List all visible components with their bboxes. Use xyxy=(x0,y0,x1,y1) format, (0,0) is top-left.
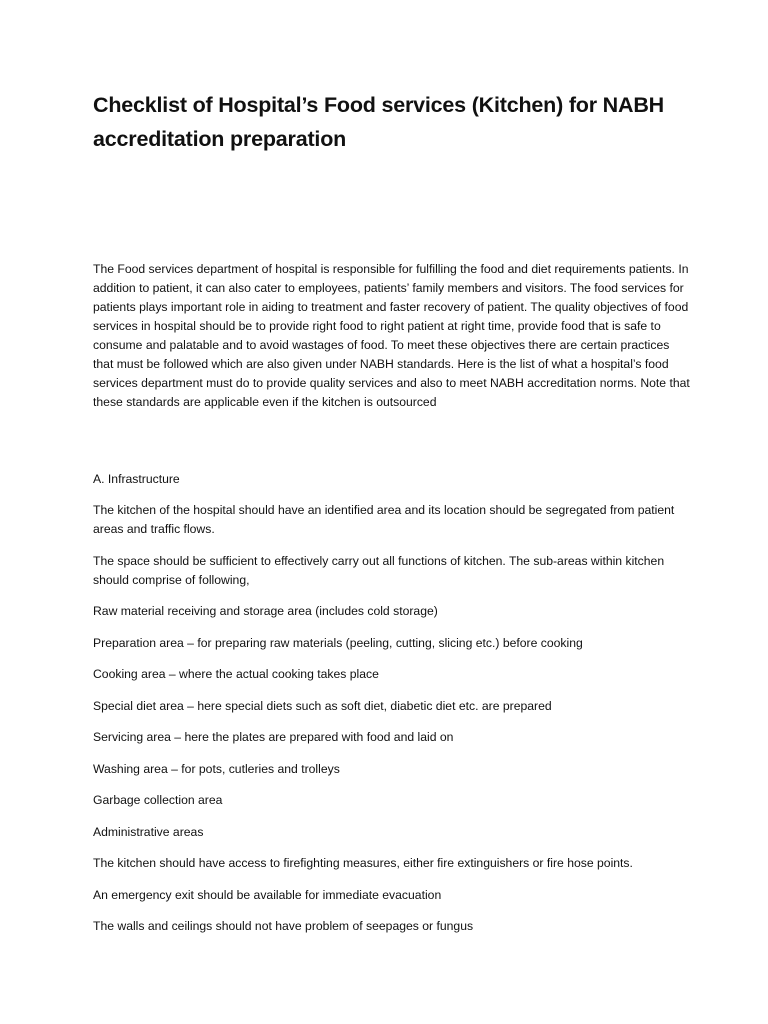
list-item-administrative: Administrative areas xyxy=(93,824,204,839)
list-item-garbage: Garbage collection area xyxy=(93,793,223,807)
list-item-special-diet: Special diet area – here special diets such as soft diet, diabetic diet etc. are prepared xyxy=(93,698,552,713)
list-item-washing: Washing area – for pots, cutleries and trolleys xyxy=(93,761,340,776)
paragraph-walls-ceilings: The walls and ceilings should not have problem of seepages or fungus xyxy=(93,919,474,933)
section-heading: A. Infrastructure xyxy=(93,472,180,486)
list-item-raw-material: Raw material receiving and storage area (includes cold storage) xyxy=(93,604,438,618)
paragraph-firefighting: The kitchen should have access to firefighting measures, either fire extinguishers or fire hose points. xyxy=(93,856,633,870)
list-item-cooking: Cooking area – where the actual cooking takes place xyxy=(93,667,379,681)
paragraph-emergency-exit: An emergency exit should be available for immediate evacuation xyxy=(93,887,442,902)
intro-paragraph: The Food services department of hospital is responsible for fulfilling the food and diet requirements patients. In addition to patient, it can also cater to employees, patients’ family members and visitors. The food services for patients plays important role in aiding to treatment and faster recovery of patient. The quality objectives of food services in hospital should be to provide right food to right patient at right time, provide food that is safe to consume and palatable and to avoid wastages of food. To meet these objectives there are certain practices that must be followed which are also given under NABH standards. Here is the list of what a hospital’s food services department must do to provide quality services and also to meet NABH accreditation norms. Note that these standards are applicable even if the kitchen is outsourced xyxy=(93,262,690,409)
infrastructure-section xyxy=(93,470,693,949)
list-item-preparation: Preparation area – for preparing raw materials (peeling, cutting, slicing etc.) before cooking xyxy=(93,635,583,650)
page-title: Checklist of Hospital’s Food services (Kitchen) for NABH accreditation preparation xyxy=(93,93,664,151)
paragraph-space: The space should be sufficient to effectively carry out all functions of kitchen. The sub-areas within kitchen should comprise of following, xyxy=(93,553,665,587)
paragraph-location: The kitchen of the hospital should have an identified area and its location should be segregated from patient areas and traffic flows. xyxy=(93,503,675,536)
list-item-servicing: Servicing area – here the plates are prepared with food and laid on xyxy=(93,730,454,744)
